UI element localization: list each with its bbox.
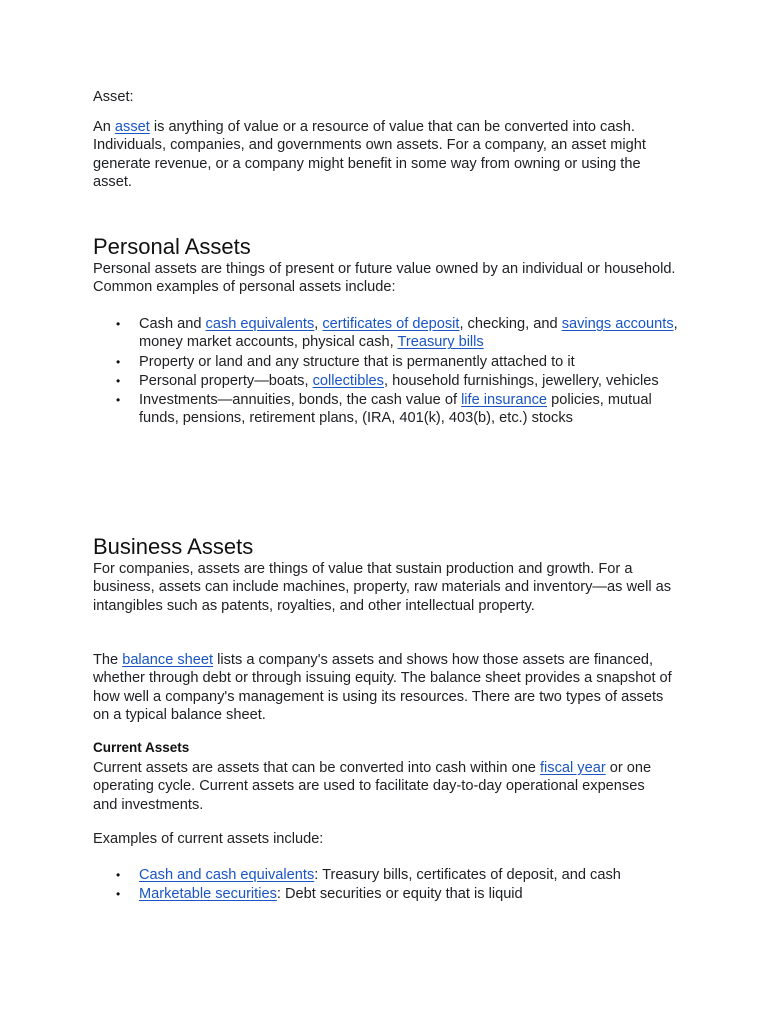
current-assets-heading: Current Assets <box>93 740 190 755</box>
list-item <box>116 353 685 371</box>
balance-text-end: lists a company's assets and shows how those assets are financed, whether through debt or through issuing equity. The balance sheet provides a snapshot of how well a company's management is using its resources. There are two types of assets on a typical balance sheet. <box>93 652 672 723</box>
list-item <box>116 315 685 352</box>
fiscal-year-link[interactable]: fiscal year <box>539 760 606 776</box>
item-text: , <box>314 316 323 332</box>
certificates-of-deposit-link[interactable]: certificates of deposit <box>322 316 460 332</box>
item-text: Property or land and any structure that is permanently attached to it <box>139 353 575 370</box>
item-text: , household furnishings, jewellery, vehicles <box>383 372 659 389</box>
examples-intro: Examples of current assets include: <box>93 831 324 847</box>
savings-accounts-link[interactable]: savings accounts <box>561 316 674 332</box>
bullet-icon: • <box>116 317 121 331</box>
current-assets-list <box>93 866 659 905</box>
balance-text-start: The <box>93 652 123 668</box>
item-text: , money market accounts, physical cash, <box>139 316 678 351</box>
bullet-icon: • <box>116 373 121 388</box>
item-text: , checking, and <box>459 316 562 332</box>
item-text: Cash and <box>139 316 206 332</box>
marketable-securities-link[interactable]: Marketable securities <box>139 886 277 903</box>
item-text: : Treasury bills, certificates of deposit, and cash <box>314 867 621 883</box>
bullet-icon: • <box>116 354 121 369</box>
asset-link[interactable]: asset <box>114 119 150 135</box>
personal-assets-heading: Personal Assets <box>93 234 251 259</box>
collectibles-link[interactable]: collectibles <box>312 372 384 389</box>
personal-assets-paragraph: Personal assets are things of present or future value owned by an individual or household. Common examples of personal assets include: <box>93 261 676 296</box>
business-assets-heading: Business Assets <box>93 534 254 559</box>
current-text-start: Current assets are assets that can be converted into cash within one <box>93 760 540 776</box>
intro-text-end: is anything of value or a resource of value that can be converted into cash. Individuals, companies, and governments own assets. For a company, an asset might generate revenue, or a company might benefit in some way from owning or using the asset. <box>93 119 646 190</box>
current-text-end: or one operating cycle. Current assets are used to facilitate day-to-day operational expenses and investments. <box>93 760 652 813</box>
intro-text-start: An <box>93 119 115 135</box>
balance-sheet-paragraph <box>93 651 683 724</box>
list-item <box>116 866 659 884</box>
intro-paragraph <box>93 118 683 191</box>
treasury-bills-link[interactable]: Treasury bills <box>397 334 484 351</box>
balance-sheet-link[interactable]: balance sheet <box>122 652 214 668</box>
list-item <box>116 885 659 903</box>
item-text: policies, mutual funds, pensions, retirement plans, (IRA, 401(k), 403(b), etc.) stocks <box>139 392 652 427</box>
item-text: Personal property—boats, <box>139 372 313 389</box>
current-assets-paragraph <box>93 759 663 814</box>
life-insurance-link[interactable]: life insurance <box>461 392 548 409</box>
bullet-icon: • <box>116 393 121 408</box>
list-item <box>116 391 685 428</box>
cash-and-cash-equivalents-link[interactable]: Cash and cash equivalents <box>139 867 315 883</box>
bullet-icon: • <box>116 887 121 902</box>
item-text: Investments—annuities, bonds, the cash value of <box>139 392 462 409</box>
bullet-icon: • <box>116 868 121 882</box>
business-assets-paragraph: For companies, assets are things of value that sustain production and growth. For a business, assets can include machines, property, raw materials and inventory—as well as intangibles such as patents, royalties, and other intellectual property. <box>93 561 672 614</box>
item-text: : Debt securities or equity that is liquid <box>276 886 523 903</box>
personal-assets-list <box>93 315 685 429</box>
cash-equivalents-link[interactable]: cash equivalents <box>205 316 315 332</box>
list-item <box>116 372 685 390</box>
asset-heading: Asset: <box>93 89 134 105</box>
